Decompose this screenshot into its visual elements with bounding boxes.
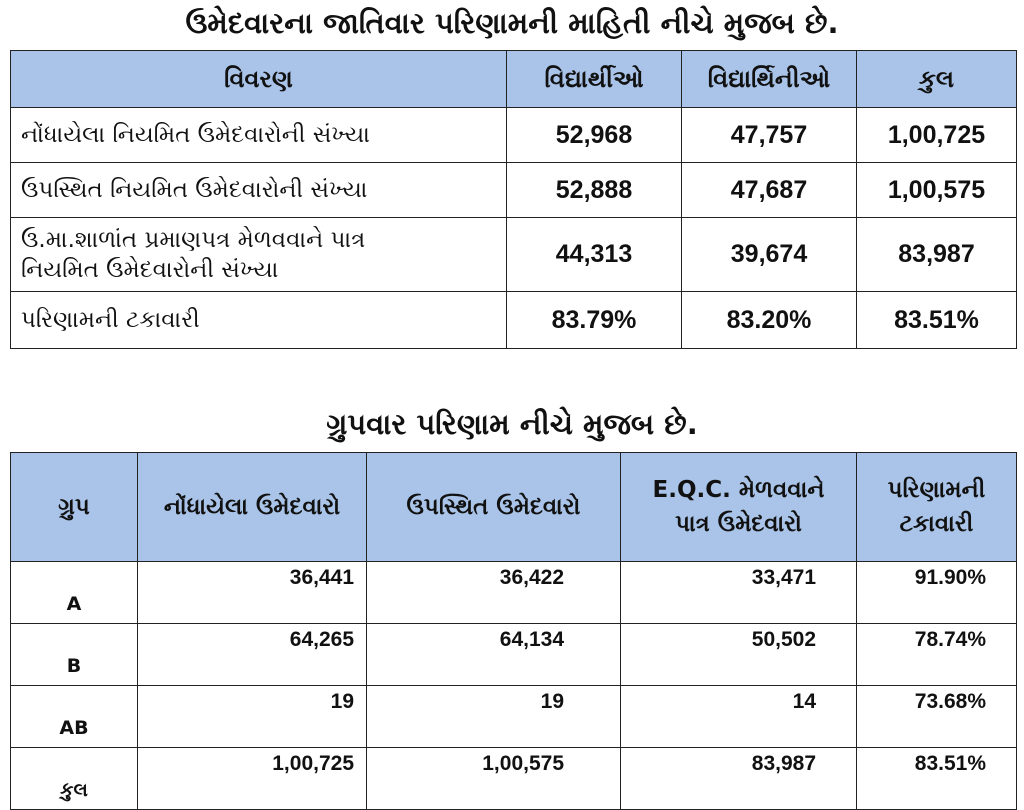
present-value: 36,422 [367,562,621,624]
header-girls: વિદ્યાર્થિનીઓ [682,51,857,108]
table-row [11,163,1017,218]
eqc-value: 14 [621,686,857,748]
table-header-row [11,453,1017,562]
header-percent [857,453,1017,562]
table-row [11,748,1017,810]
header-boys: વિદ્યાર્થીઓ [507,51,682,108]
eqc-value: 50,502 [621,624,857,686]
group-name: B [11,624,138,686]
percent-value: 91.90% [857,562,1017,624]
present-value: 1,00,575 [367,748,621,810]
girls-value: 39,674 [682,218,857,292]
table-row [11,292,1017,349]
total-value: 83.51% [857,292,1017,349]
row-label: નોંધાયેલા નિયમિત ઉમેદવારોની સંખ્યા [11,108,507,163]
header-total: કુલ [857,51,1017,108]
table-row [11,686,1017,748]
header-percent-line-1: પરિણામની [887,477,986,503]
boys-value: 44,313 [507,218,682,292]
total-value: 1,00,725 [857,108,1017,163]
row-label-line-2: નિયમિત ઉમેદવારોની સંખ્યા [21,256,279,283]
group-name: AB [11,686,138,748]
percent-value: 78.74% [857,624,1017,686]
row-label [11,218,507,292]
table-row [11,218,1017,292]
header-percent-line-2: ટકાવારી [899,511,974,537]
total-value: 1,00,575 [857,163,1017,218]
group-name: A [11,562,138,624]
header-group: ગ્રુપ [11,453,138,562]
header-eqc [621,453,857,562]
row-label-line-1: ઉ.મા.શાળાંત પ્રમાણપત્ર મેળવવાને પાત્ર [21,226,366,253]
total-value: 83,987 [857,218,1017,292]
table-row [11,562,1017,624]
header-description: વિવરણ [11,51,507,108]
registered-value: 64,265 [138,624,367,686]
header-present: ઉપસ્થિત ઉમેદવારો [367,453,621,562]
eqc-value: 83,987 [621,748,857,810]
row-label: ઉપસ્થિત નિયમિત ઉમેદવારોની સંખ્યા [11,163,507,218]
girls-value: 83.20% [682,292,857,349]
boys-value: 83.79% [507,292,682,349]
percent-value: 83.51% [857,748,1017,810]
group-name: કુલ [11,748,138,810]
eqc-value: 33,471 [621,562,857,624]
table-row [11,108,1017,163]
registered-value: 36,441 [138,562,367,624]
header-eqc-line-1: E.Q.C. મેળવવાને [652,477,825,503]
boys-value: 52,888 [507,163,682,218]
header-registered: નોંધાયેલા ઉમેદવારો [138,453,367,562]
group-wise-result-title: ગ્રુપવાર પરિણામ નીચે મુજબ છે. [326,407,698,441]
row-label: પરિણામની ટકાવારી [11,292,507,349]
gender-wise-result-title: ઉમેદવારના જાતિવાર પરિણામની માહિતી નીચે મુજબ છે. [185,6,839,40]
registered-value: 1,00,725 [138,748,367,810]
boys-value: 52,968 [507,108,682,163]
table-header-row [11,51,1017,108]
percent-value: 73.68% [857,686,1017,748]
group-wise-result-table [10,452,1017,810]
present-value: 64,134 [367,624,621,686]
gender-wise-result-table [10,50,1017,349]
girls-value: 47,687 [682,163,857,218]
registered-value: 19 [138,686,367,748]
table-row [11,624,1017,686]
present-value: 19 [367,686,621,748]
header-eqc-line-2: પાત્ર ઉમેદવારો [675,511,802,537]
girls-value: 47,757 [682,108,857,163]
